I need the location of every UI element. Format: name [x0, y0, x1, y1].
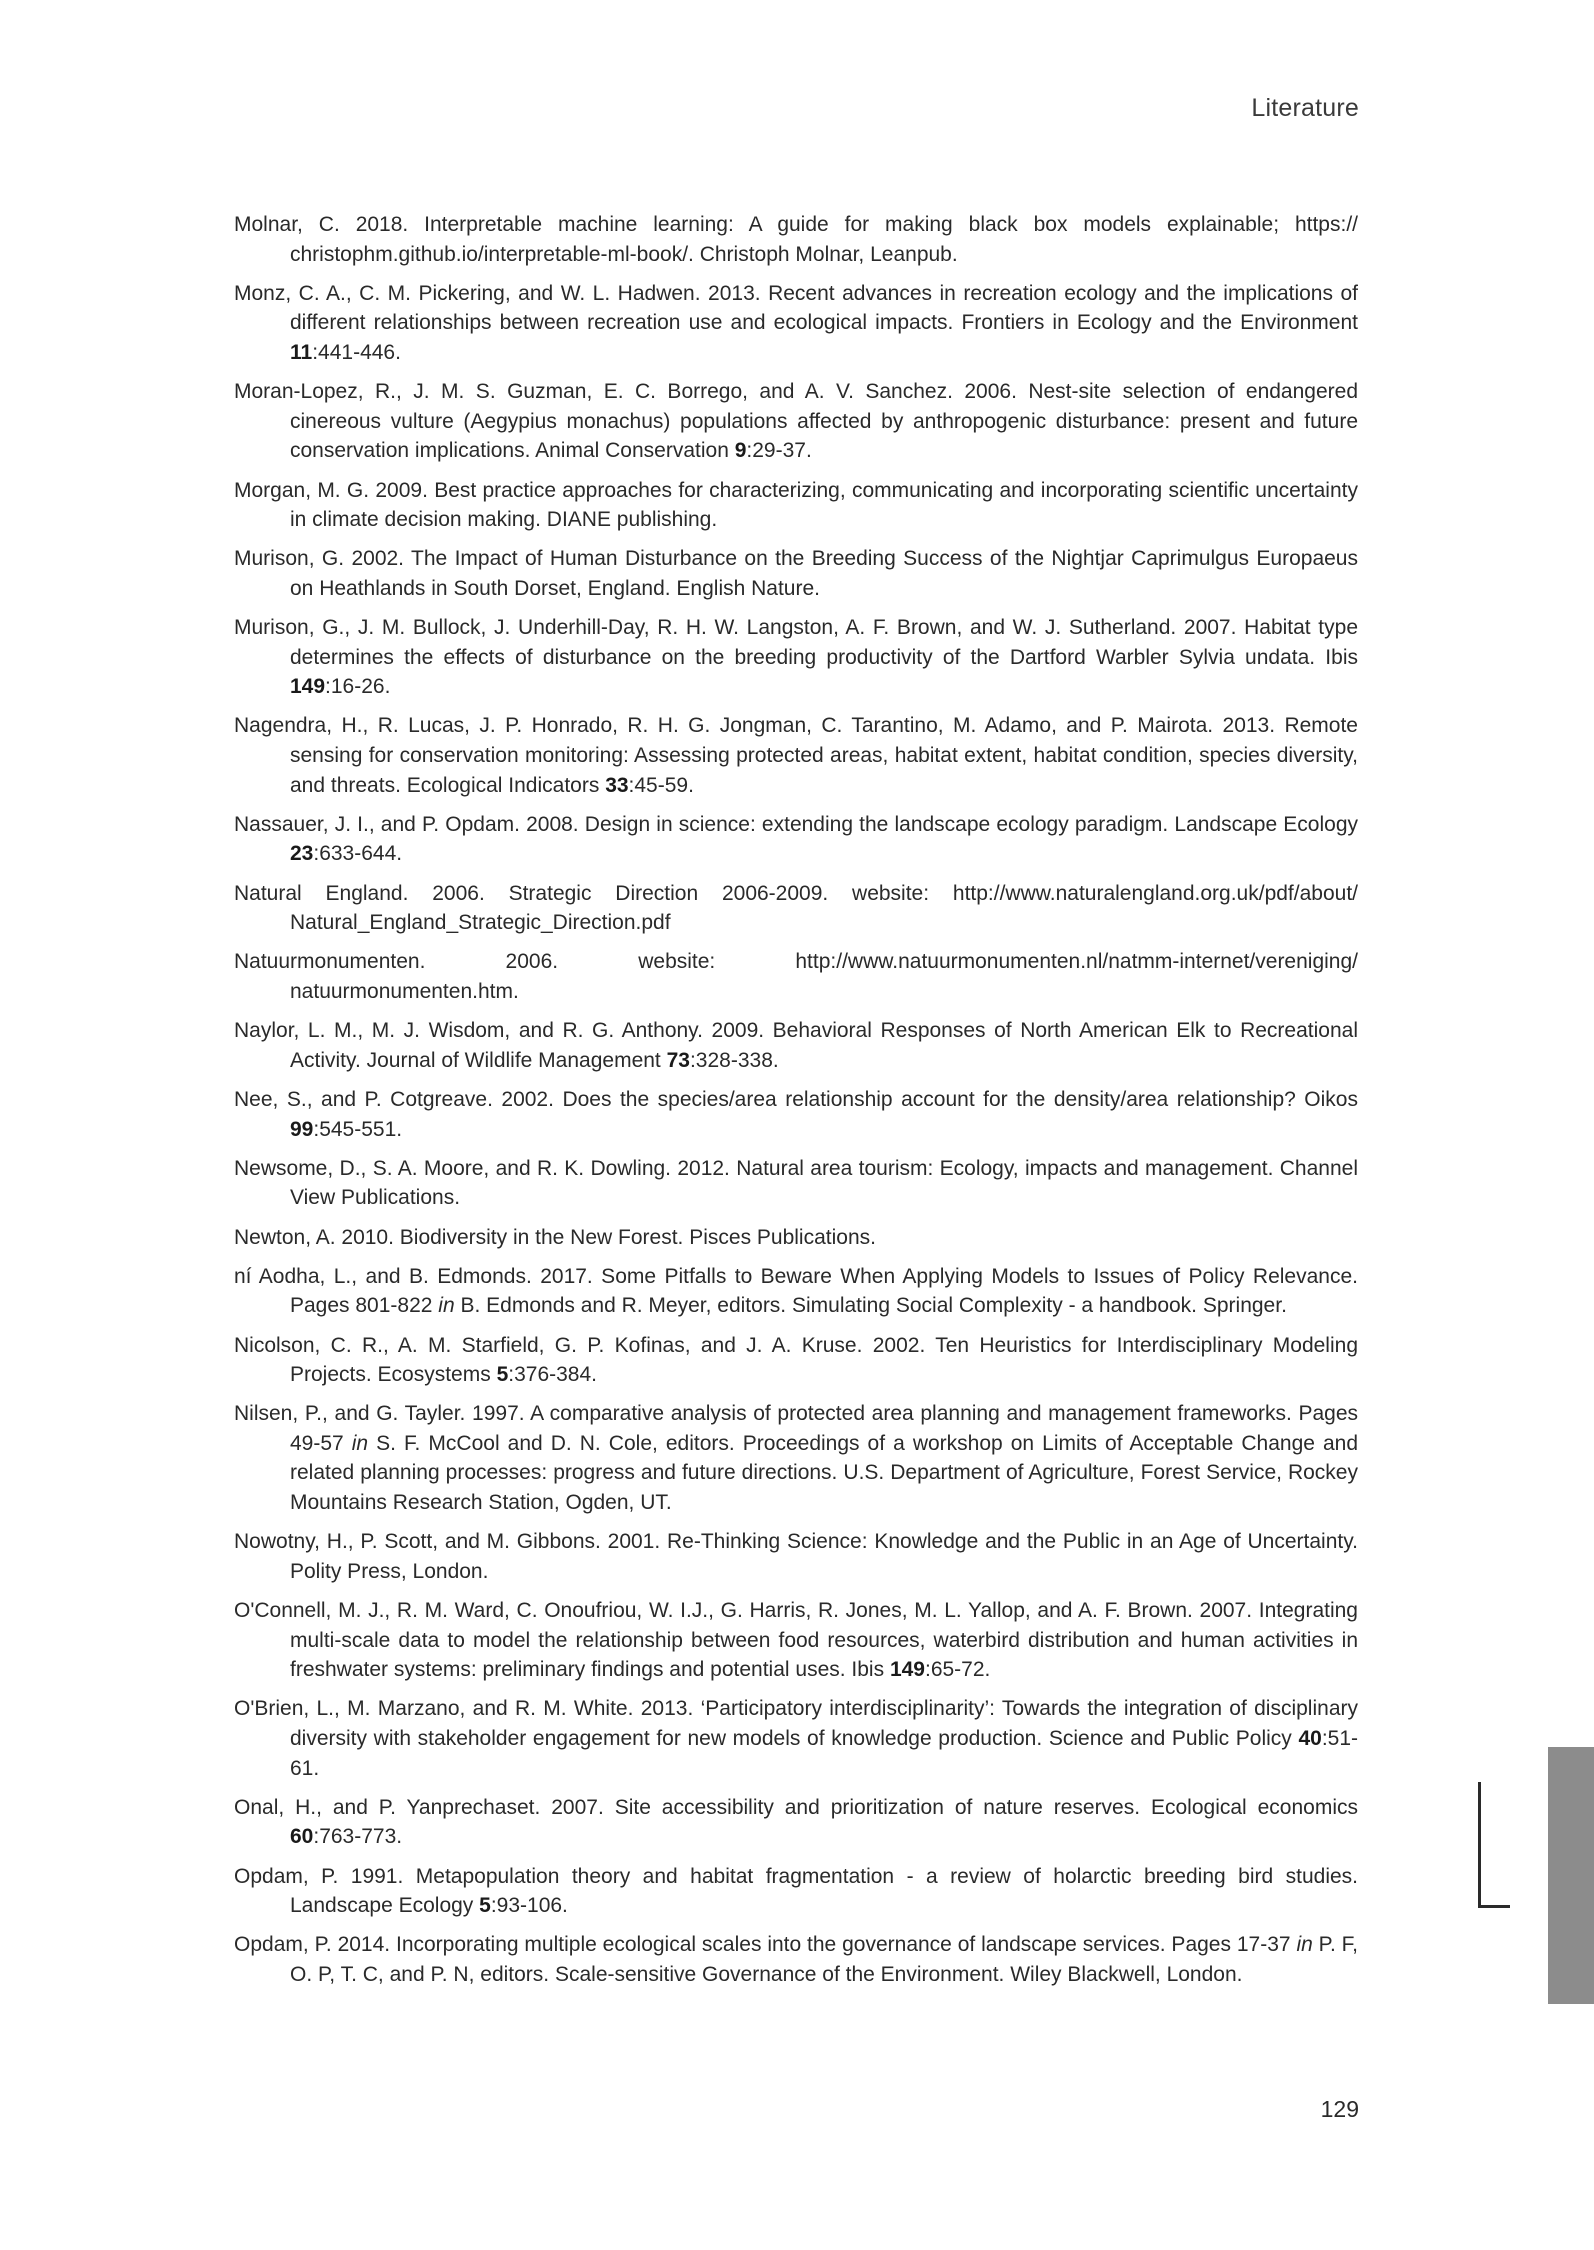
- reference-volume: 149: [290, 675, 326, 699]
- reference-entry: [234, 1930, 1358, 1989]
- reference-text: O'Brien, L., M. Marzano, and R. M. White. 2013. ‘Participatory interdisciplinarity’: Towards the integration of disciplinary diversity with stakeholder engagement for new models of knowledge production. Science and Public Policy: [234, 1697, 1358, 1750]
- reference-italic: in: [438, 1294, 455, 1318]
- reference-pages: S. F. McCool and D. N. Cole, editors. Proceedings of a workshop on Limits of Acceptable Change and related planning processes: progress and future directions. U.S. Department of Agriculture, Forest Service, Rockey Mountains Research Station, Ogden, UT.: [290, 1431, 1359, 1515]
- reference-pages: B. Edmonds and R. Meyer, editors. Simulating Social Complexity - a handbook. Springer.: [454, 1294, 1287, 1318]
- reference-entry: [234, 613, 1358, 702]
- reference-entry: [234, 1085, 1358, 1144]
- reference-pages: :51-61.: [290, 1727, 1358, 1780]
- reference-volume: 5: [496, 1363, 509, 1387]
- reference-pages: :633-644.: [313, 842, 403, 866]
- reference-entry: [234, 1527, 1358, 1586]
- reference-entry: [234, 1331, 1358, 1390]
- reference-entry: [234, 1399, 1358, 1517]
- reference-list: [234, 210, 1358, 1999]
- reference-entry: [234, 1262, 1358, 1321]
- reference-entry: [234, 1223, 1358, 1253]
- reference-italic: in: [1296, 1933, 1313, 1957]
- reference-pages: :45-59.: [628, 773, 694, 797]
- reference-entry: [234, 1154, 1358, 1213]
- reference-volume: 99: [290, 1117, 314, 1141]
- reference-pages: :93-106.: [490, 1894, 568, 1918]
- reference-text: Nicolson, C. R., A. M. Starfield, G. P. Kofinas, and J. A. Kruse. 2002. Ten Heuristics for Interdisciplinary Modeling Projects. Ecosystems: [234, 1333, 1358, 1387]
- reference-volume: 40: [1298, 1727, 1322, 1750]
- reference-text: Nee, S., and P. Cotgreave. 2002. Does the species/area relationship account for the density/area relationship? Oikos: [234, 1087, 1358, 1111]
- reference-text: Opdam, P. 2014. Incorporating multiple ecological scales into the governance of landscape services. Pages 17-37: [234, 1933, 1297, 1957]
- reference-pages: :763-773.: [313, 1825, 403, 1849]
- reference-entry: [234, 476, 1358, 535]
- reference-pages: :29-37.: [746, 439, 812, 463]
- reference-text: Opdam, P. 1991. Metapopulation theory and habitat fragmentation - a review of holarctic breeding bird studies. Landscape Ecology: [234, 1864, 1358, 1918]
- running-head: Literature: [1251, 94, 1359, 122]
- reference-text: Molnar, C. 2018. Interpretable machine learning: A guide for making black box models explainable; https:// christophm.github.io/interpretable-ml-book/. Christoph Molnar, Leanpub.: [234, 213, 1358, 266]
- reference-text: Newton, A. 2010. Biodiversity in the New Forest. Pisces Publications.: [234, 1225, 876, 1249]
- reference-volume: 60: [290, 1825, 314, 1849]
- reference-entry: [234, 377, 1358, 466]
- reference-pages: :376-384.: [508, 1363, 597, 1387]
- reference-volume: 9: [734, 439, 747, 463]
- reference-text: Nowotny, H., P. Scott, and M. Gibbons. 2001. Re-Thinking Science: Knowledge and the Public in an Age of Uncertainty. Polity Press, London.: [234, 1530, 1358, 1583]
- reference-pages: :65-72.: [924, 1658, 991, 1682]
- reference-text: Naylor, L. M., M. J. Wisdom, and R. G. Anthony. 2009. Behavioral Responses of North American Elk to Recreational Activity. Journal of Wildlife Management: [234, 1019, 1358, 1072]
- reference-volume: 33: [605, 773, 629, 797]
- reference-entry: [234, 544, 1358, 603]
- reference-entry: [234, 1862, 1358, 1921]
- reference-text: Nagendra, H., R. Lucas, J. P. Honrado, R. H. G. Jongman, C. Tarantino, M. Adamo, and P. Mairota. 2013. Remote sensing for conservation monitoring: Assessing protected areas, habitat extent, habitat condition, species diversity, and threats. Ecological Indicators: [234, 714, 1358, 797]
- reference-text: Onal, H., and P. Yanprechaset. 2007. Site accessibility and prioritization of nature reserves. Ecological economics: [234, 1795, 1358, 1819]
- reference-text: Murison, G. 2002. The Impact of Human Disturbance on the Breeding Success of the Nightjar Caprimulgus Europaeus on Heathlands in South Dorset, England. English Nature.: [234, 547, 1358, 600]
- reference-volume: 11: [290, 340, 313, 364]
- reference-volume: 73: [666, 1048, 690, 1072]
- reference-entry: [234, 947, 1358, 1006]
- reference-entry: [234, 1016, 1358, 1075]
- reference-entry: [234, 810, 1358, 869]
- reference-entry: [234, 1694, 1358, 1783]
- reference-entry: [234, 210, 1358, 269]
- reference-text: Newsome, D., S. A. Moore, and R. K. Dowling. 2012. Natural area tourism: Ecology, impacts and management. Channel View Publications.: [234, 1156, 1358, 1210]
- page-number: 129: [1320, 2096, 1359, 2122]
- reference-text: Moran-Lopez, R., J. M. S. Guzman, E. C. Borrego, and A. V. Sanchez. 2006. Nest-site selection of endangered cinereous vulture (Aegypius monachus) populations affected by anthropogenic disturbance: present and future conservation implications. Animal Conservation: [234, 380, 1358, 463]
- reference-text: Murison, G., J. M. Bullock, J. Underhill-Day, R. H. W. Langston, A. F. Brown, and W. J. Sutherland. 2007. Habitat type determines the effects of disturbance on the breeding productivity of the Dartford Warbler Sylvia undata. Ibis: [234, 616, 1358, 669]
- reference-entry: [234, 1793, 1358, 1852]
- reference-pages: P. F, O. P, T. C, and P. N, editors. Scale-sensitive Governance of the Environment. Wiley Blackwell, London.: [290, 1933, 1359, 1986]
- reference-volume: 149: [889, 1658, 925, 1682]
- reference-entry: [234, 279, 1358, 368]
- reference-italic: in: [351, 1431, 369, 1455]
- reference-text: ní Aodha, L., and B. Edmonds. 2017. Some Pitfalls to Beware When Applying Models to Issues of Policy Relevance. Pages 801-822: [234, 1264, 1358, 1318]
- reference-text: Nilsen, P., and G. Tayler. 1997. A comparative analysis of protected area planning and management frameworks. Pages 49-57: [234, 1402, 1358, 1455]
- section-letter-mark: [1478, 1782, 1510, 1908]
- reference-entry: [234, 879, 1358, 938]
- thumb-index-tab: [1548, 1747, 1594, 2004]
- reference-text: Natural England. 2006. Strategic Direction 2006-2009. website: http://www.naturalengland.org.uk/pdf/about/ Natural_England_Strategic_Direction.pdf: [234, 881, 1358, 935]
- reference-text: Natuurmonumenten. 2006. website: http://www.natuurmonumenten.nl/natmm-internet/vereniging/ natuurmonumenten.htm.: [234, 950, 1358, 1003]
- reference-text: Morgan, M. G. 2009. Best practice approaches for characterizing, communicating and incorporating scientific uncertainty in climate decision making. DIANE publishing.: [234, 478, 1358, 532]
- reference-pages: :441-446.: [312, 340, 401, 364]
- reference-text: Monz, C. A., C. M. Pickering, and W. L. Hadwen. 2013. Recent advances in recreation ecology and the implications of different relationships between recreation use and ecological impacts. Frontiers in Ecology and the Environment: [234, 281, 1358, 335]
- reference-text: O'Connell, M. J., R. M. Ward, C. Onoufriou, W. I.J., G. Harris, R. Jones, M. L. Yallop, and A. F. Brown. 2007. Integrating multi-scale data to model the relationship between food resources, waterbird distribution and human activities in freshwater systems: preliminary findings and potential uses. Ibis: [234, 1599, 1358, 1682]
- reference-volume: 23: [290, 842, 314, 866]
- reference-entry: [234, 711, 1358, 800]
- reference-text: Nassauer, J. I., and P. Opdam. 2008. Design in science: extending the landscape ecology paradigm. Landscape Ecology: [234, 812, 1358, 836]
- reference-pages: :545-551.: [313, 1117, 403, 1141]
- reference-pages: :328-338.: [689, 1048, 779, 1072]
- reference-entry: [234, 1596, 1358, 1685]
- reference-volume: 5: [479, 1894, 491, 1918]
- reference-pages: :16-26.: [325, 675, 391, 699]
